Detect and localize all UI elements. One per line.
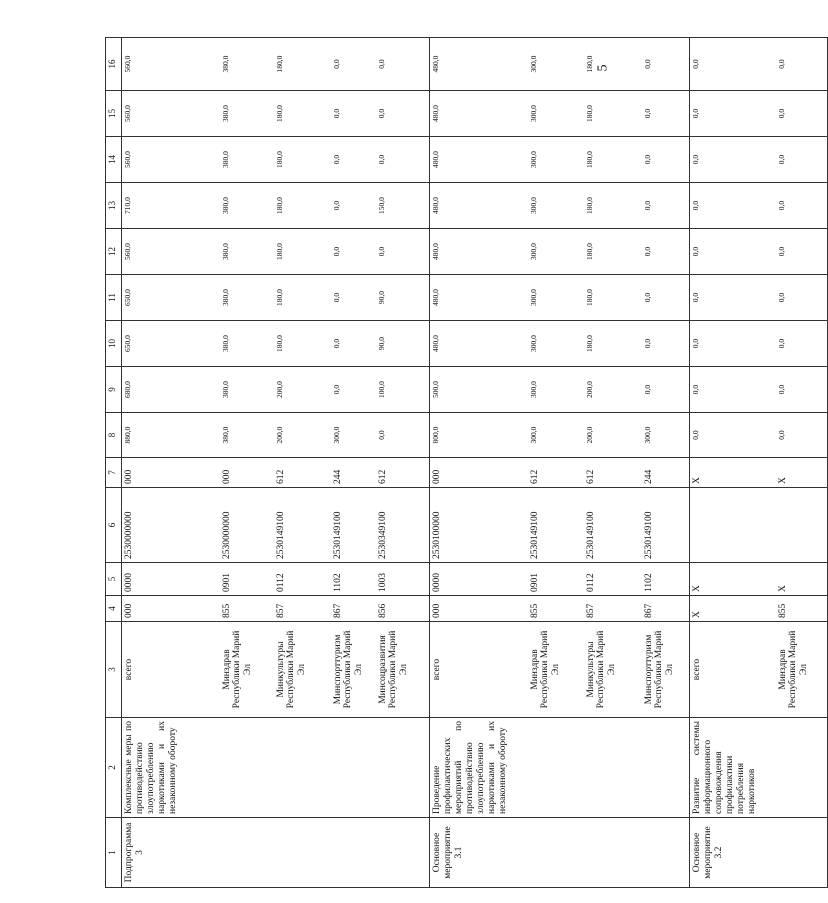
executor-cell: Минздрав Республики Марий Эл bbox=[776, 622, 828, 718]
value-cell: 0,0 bbox=[690, 367, 776, 413]
grbs-code-cell: X bbox=[690, 596, 776, 622]
program-name-cell: Основное мероприятие 3.1 bbox=[430, 818, 528, 888]
value-cell: 380,0 bbox=[220, 275, 274, 321]
value-cell: 0,0 bbox=[642, 229, 690, 275]
grbs-code-cell: 855 bbox=[220, 596, 274, 622]
value-cell: 0,0 bbox=[331, 367, 376, 413]
description-cell: Проведение профилактических мероприятий по противодействию злоупотреблению наркотиками и их незаконному обороту bbox=[430, 718, 528, 818]
value-cell: 380,0 bbox=[220, 91, 274, 137]
value-cell: 380,0 bbox=[220, 321, 274, 367]
section-code-cell: 0000 bbox=[122, 563, 220, 596]
value-cell: 0,0 bbox=[776, 38, 828, 91]
value-cell: 0,0 bbox=[642, 275, 690, 321]
table-row bbox=[584, 38, 642, 888]
value-cell: 180,0 bbox=[274, 275, 331, 321]
value-cell: 0,0 bbox=[690, 229, 776, 275]
page-number: 5 bbox=[595, 64, 611, 72]
column-header: 16 bbox=[106, 38, 122, 91]
executor-cell: Минздрав Республики Марий Эл bbox=[220, 622, 274, 718]
value-cell: 560,0 bbox=[122, 229, 220, 275]
column-header: 3 bbox=[106, 622, 122, 718]
value-cell: 480,0 bbox=[430, 38, 528, 91]
value-cell: 200,0 bbox=[274, 367, 331, 413]
value-cell: 0,0 bbox=[690, 137, 776, 183]
value-cell: 0,0 bbox=[690, 38, 776, 91]
section-code-cell: 0901 bbox=[220, 563, 274, 596]
value-cell: 300,0 bbox=[528, 183, 584, 229]
value-cell: 0,0 bbox=[642, 183, 690, 229]
grbs-code-cell: 855 bbox=[528, 596, 584, 622]
value-cell: 300,0 bbox=[528, 413, 584, 458]
value-cell: 0,0 bbox=[642, 321, 690, 367]
table-row bbox=[331, 38, 376, 888]
value-cell: 800,0 bbox=[430, 413, 528, 458]
column-header: 9 bbox=[106, 367, 122, 413]
header-row bbox=[106, 38, 122, 888]
description-cell bbox=[220, 718, 274, 818]
expense-type-cell: 244 bbox=[642, 458, 690, 488]
value-cell: 0,0 bbox=[690, 321, 776, 367]
value-cell: 880,0 bbox=[122, 413, 220, 458]
value-cell: 180,0 bbox=[584, 38, 642, 91]
description-cell: Комплексные меры по противодействию злоупотреблению наркотиками и их незаконному обороту bbox=[122, 718, 220, 818]
grbs-code-cell: 000 bbox=[430, 596, 528, 622]
value-cell: 180,0 bbox=[274, 91, 331, 137]
budget-table bbox=[105, 37, 828, 888]
value-cell: 180,0 bbox=[584, 137, 642, 183]
column-header: 2 bbox=[106, 718, 122, 818]
section-code-cell: 0901 bbox=[528, 563, 584, 596]
target-code-cell: 2530000000 bbox=[122, 488, 220, 563]
program-name-cell bbox=[528, 818, 584, 888]
program-name-cell: Основное мероприятие 3.2 bbox=[690, 818, 776, 888]
table-row bbox=[220, 38, 274, 888]
grbs-code-cell: 867 bbox=[331, 596, 376, 622]
value-cell: 480,0 bbox=[430, 137, 528, 183]
column-header: 10 bbox=[106, 321, 122, 367]
description-cell: Развитие системы информационного сопровождения профилактики потребления наркотиков bbox=[690, 718, 776, 818]
description-cell bbox=[331, 718, 376, 818]
column-header: 8 bbox=[106, 413, 122, 458]
expense-type-cell: 612 bbox=[376, 458, 430, 488]
value-cell: 0,0 bbox=[331, 183, 376, 229]
value-cell: 300,0 bbox=[528, 137, 584, 183]
description-cell bbox=[528, 718, 584, 818]
column-header: 12 bbox=[106, 229, 122, 275]
value-cell: 300,0 bbox=[528, 367, 584, 413]
value-cell: 0,0 bbox=[331, 275, 376, 321]
target-code-cell: 2530149100 bbox=[331, 488, 376, 563]
column-header: 11 bbox=[106, 275, 122, 321]
executor-cell: всего bbox=[122, 622, 220, 718]
table-body bbox=[122, 38, 828, 888]
value-cell: 0,0 bbox=[642, 137, 690, 183]
column-header: 15 bbox=[106, 91, 122, 137]
value-cell: 480,0 bbox=[430, 91, 528, 137]
column-header: 5 bbox=[106, 563, 122, 596]
description-cell bbox=[642, 718, 690, 818]
rotated-page bbox=[105, 38, 810, 888]
value-cell: 180,0 bbox=[584, 321, 642, 367]
value-cell: 480,0 bbox=[430, 229, 528, 275]
executor-cell: всего bbox=[690, 622, 776, 718]
value-cell: 0,0 bbox=[776, 275, 828, 321]
value-cell: 180,0 bbox=[274, 229, 331, 275]
value-cell: 380,0 bbox=[220, 183, 274, 229]
value-cell: 380,0 bbox=[220, 137, 274, 183]
target-code-cell: 2530149100 bbox=[642, 488, 690, 563]
section-code-cell: X bbox=[690, 563, 776, 596]
description-cell bbox=[274, 718, 331, 818]
value-cell: 180,0 bbox=[584, 183, 642, 229]
value-cell: 0,0 bbox=[690, 413, 776, 458]
value-cell: 0,0 bbox=[642, 91, 690, 137]
value-cell: 380,0 bbox=[220, 38, 274, 91]
value-cell: 200,0 bbox=[584, 413, 642, 458]
column-header: 6 bbox=[106, 488, 122, 563]
description-cell bbox=[776, 718, 828, 818]
value-cell: 0,0 bbox=[690, 91, 776, 137]
target-code-cell: 2530149100 bbox=[528, 488, 584, 563]
expense-type-cell: X bbox=[690, 458, 776, 488]
expense-type-cell: 000 bbox=[430, 458, 528, 488]
value-cell: 380,0 bbox=[220, 229, 274, 275]
value-cell: 100,0 bbox=[376, 367, 430, 413]
executor-cell: Минсоцразвития Республики Марий Эл bbox=[376, 622, 430, 718]
value-cell: 0,0 bbox=[331, 38, 376, 91]
value-cell: 90,0 bbox=[376, 321, 430, 367]
value-cell: 480,0 bbox=[430, 183, 528, 229]
value-cell: 0,0 bbox=[376, 229, 430, 275]
target-code-cell: 2530100000 bbox=[430, 488, 528, 563]
section-code-cell: 0112 bbox=[584, 563, 642, 596]
program-name-cell bbox=[220, 818, 274, 888]
program-name-cell bbox=[274, 818, 331, 888]
value-cell: 300,0 bbox=[528, 91, 584, 137]
value-cell: 180,0 bbox=[274, 183, 331, 229]
value-cell: 560,0 bbox=[122, 137, 220, 183]
value-cell: 480,0 bbox=[430, 321, 528, 367]
value-cell: 650,0 bbox=[122, 275, 220, 321]
column-header: 14 bbox=[106, 137, 122, 183]
table-row bbox=[528, 38, 584, 888]
program-name-cell bbox=[584, 818, 642, 888]
value-cell: 0,0 bbox=[331, 137, 376, 183]
program-name-cell bbox=[331, 818, 376, 888]
description-cell bbox=[376, 718, 430, 818]
value-cell: 200,0 bbox=[274, 413, 331, 458]
value-cell: 0,0 bbox=[376, 137, 430, 183]
value-cell: 480,0 bbox=[430, 275, 528, 321]
target-code-cell: 2530149100 bbox=[274, 488, 331, 563]
value-cell: 180,0 bbox=[584, 229, 642, 275]
value-cell: 300,0 bbox=[528, 38, 584, 91]
value-cell: 0,0 bbox=[642, 367, 690, 413]
value-cell: 0,0 bbox=[776, 183, 828, 229]
section-code-cell: 0112 bbox=[274, 563, 331, 596]
executor-cell: Минспорттуризм Республики Марий Эл bbox=[642, 622, 690, 718]
target-code-cell bbox=[690, 488, 776, 563]
section-code-cell: X bbox=[776, 563, 828, 596]
column-header: 13 bbox=[106, 183, 122, 229]
value-cell: 0,0 bbox=[776, 229, 828, 275]
value-cell: 300,0 bbox=[528, 275, 584, 321]
value-cell: 0,0 bbox=[331, 321, 376, 367]
table-row bbox=[642, 38, 690, 888]
value-cell: 0,0 bbox=[331, 91, 376, 137]
value-cell: 300,0 bbox=[528, 321, 584, 367]
value-cell: 180,0 bbox=[274, 321, 331, 367]
column-header: 4 bbox=[106, 596, 122, 622]
value-cell: 0,0 bbox=[690, 183, 776, 229]
program-name-cell bbox=[776, 818, 828, 888]
grbs-code-cell: 867 bbox=[642, 596, 690, 622]
value-cell: 150,0 bbox=[376, 183, 430, 229]
target-code-cell bbox=[776, 488, 828, 563]
executor-cell: всего bbox=[430, 622, 528, 718]
value-cell: 0,0 bbox=[376, 91, 430, 137]
column-header: 7 bbox=[106, 458, 122, 488]
value-cell: 300,0 bbox=[642, 413, 690, 458]
value-cell: 180,0 bbox=[584, 275, 642, 321]
value-cell: 0,0 bbox=[376, 413, 430, 458]
grbs-code-cell: 857 bbox=[584, 596, 642, 622]
value-cell: 180,0 bbox=[584, 91, 642, 137]
expense-type-cell: 612 bbox=[584, 458, 642, 488]
program-name-cell: Подпрограмма 3 bbox=[122, 818, 220, 888]
column-header: 1 bbox=[106, 818, 122, 888]
program-name-cell bbox=[376, 818, 430, 888]
value-cell: 0,0 bbox=[776, 321, 828, 367]
value-cell: 500,0 bbox=[430, 367, 528, 413]
expense-type-cell: X bbox=[776, 458, 828, 488]
table-row bbox=[122, 38, 220, 888]
value-cell: 380,0 bbox=[220, 367, 274, 413]
section-code-cell: 1003 bbox=[376, 563, 430, 596]
expense-type-cell: 612 bbox=[528, 458, 584, 488]
description-cell bbox=[584, 718, 642, 818]
value-cell: 0,0 bbox=[642, 38, 690, 91]
table-row bbox=[690, 38, 776, 888]
grbs-code-cell: 855 bbox=[776, 596, 828, 622]
executor-cell: Минкультуры Республики Марий Эл bbox=[584, 622, 642, 718]
value-cell: 560,0 bbox=[122, 91, 220, 137]
value-cell: 300,0 bbox=[528, 229, 584, 275]
value-cell: 710,0 bbox=[122, 183, 220, 229]
value-cell: 180,0 bbox=[274, 137, 331, 183]
target-code-cell: 2530149100 bbox=[584, 488, 642, 563]
program-name-cell bbox=[642, 818, 690, 888]
grbs-code-cell: 857 bbox=[274, 596, 331, 622]
value-cell: 0,0 bbox=[776, 137, 828, 183]
value-cell: 180,0 bbox=[274, 38, 331, 91]
value-cell: 0,0 bbox=[376, 38, 430, 91]
table-row bbox=[376, 38, 430, 888]
expense-type-cell: 000 bbox=[122, 458, 220, 488]
expense-type-cell: 244 bbox=[331, 458, 376, 488]
value-cell: 0,0 bbox=[331, 229, 376, 275]
table-row bbox=[430, 38, 528, 888]
value-cell: 0,0 bbox=[690, 275, 776, 321]
value-cell: 380,0 bbox=[220, 413, 274, 458]
grbs-code-cell: 856 bbox=[376, 596, 430, 622]
value-cell: 0,0 bbox=[776, 413, 828, 458]
executor-cell: Минспорттуризм Республики Марий Эл bbox=[331, 622, 376, 718]
table-row bbox=[274, 38, 331, 888]
section-code-cell: 1102 bbox=[331, 563, 376, 596]
section-code-cell: 0000 bbox=[430, 563, 528, 596]
value-cell: 0,0 bbox=[776, 367, 828, 413]
grbs-code-cell: 000 bbox=[122, 596, 220, 622]
value-cell: 90,0 bbox=[376, 275, 430, 321]
target-code-cell: 2530349100 bbox=[376, 488, 430, 563]
executor-cell: Минздрав Республики Марий Эл bbox=[528, 622, 584, 718]
value-cell: 200,0 bbox=[584, 367, 642, 413]
value-cell: 560,0 bbox=[122, 38, 220, 91]
value-cell: 300,0 bbox=[331, 413, 376, 458]
executor-cell: Минкультуры Республики Марий Эл bbox=[274, 622, 331, 718]
section-code-cell: 1102 bbox=[642, 563, 690, 596]
value-cell: 0,0 bbox=[776, 91, 828, 137]
value-cell: 650,0 bbox=[122, 321, 220, 367]
expense-type-cell: 000 bbox=[220, 458, 274, 488]
target-code-cell: 2530000000 bbox=[220, 488, 274, 563]
value-cell: 680,0 bbox=[122, 367, 220, 413]
table-row bbox=[776, 38, 828, 888]
expense-type-cell: 612 bbox=[274, 458, 331, 488]
